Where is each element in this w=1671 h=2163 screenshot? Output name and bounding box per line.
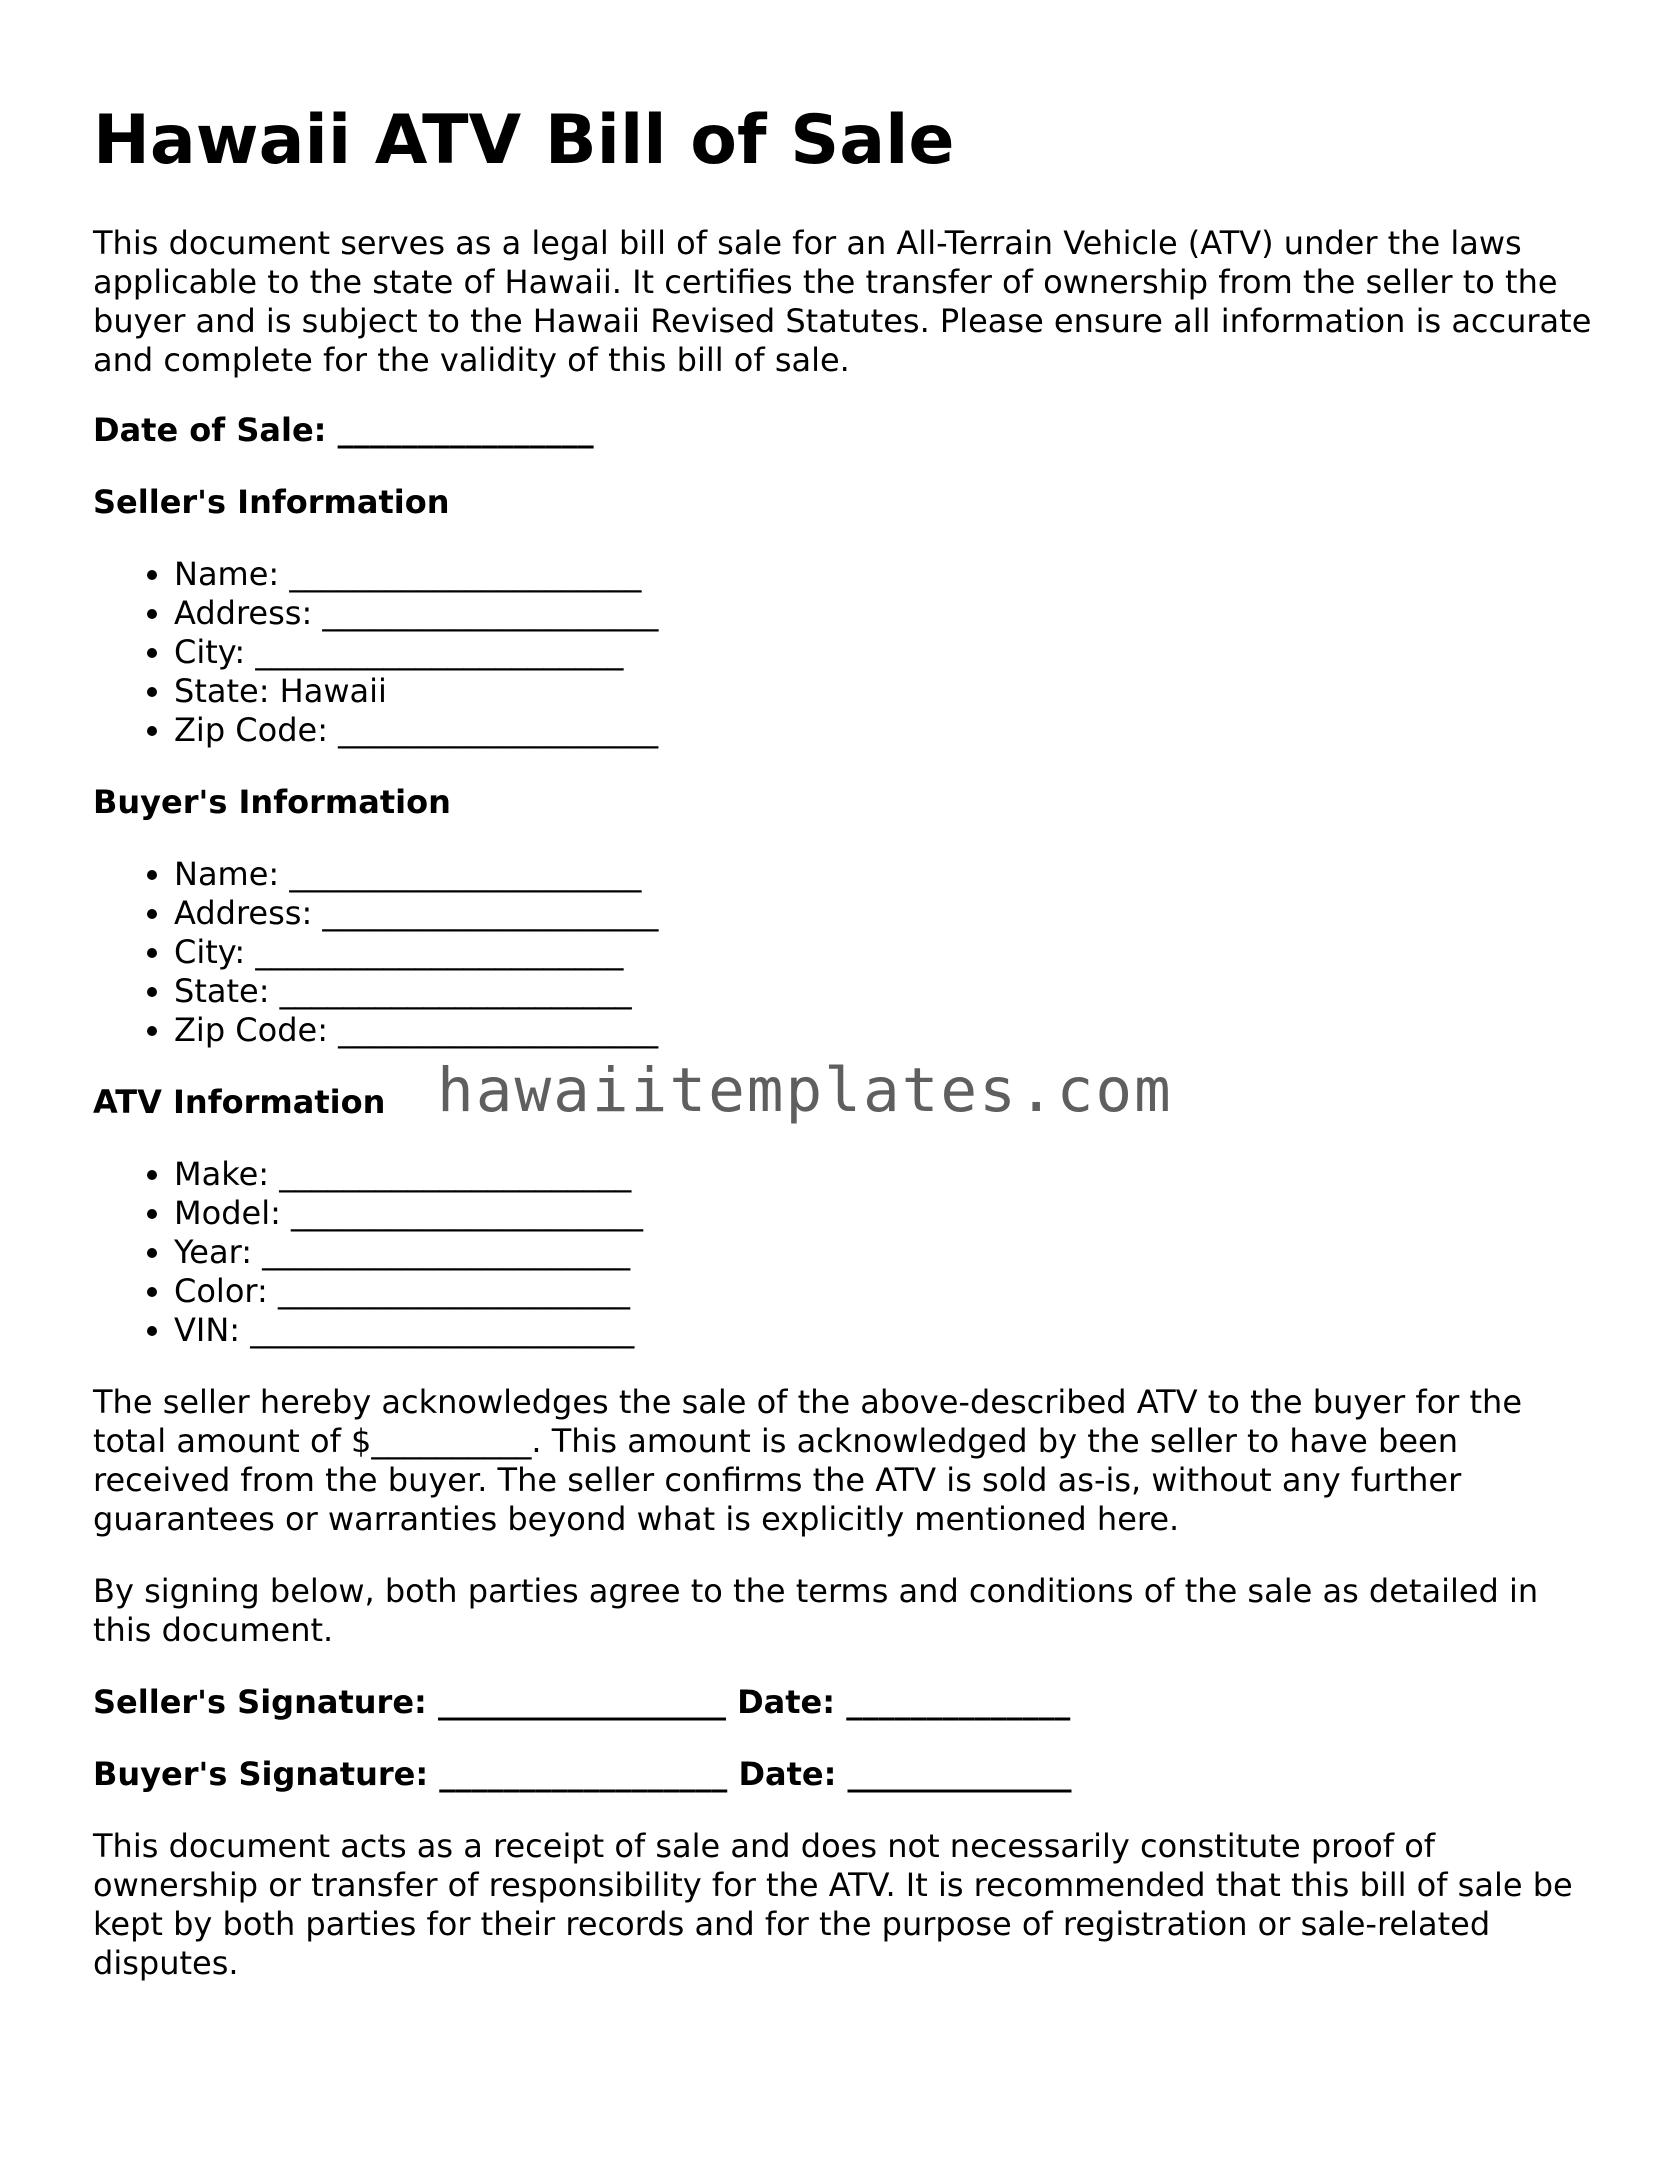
atv-section-heading: ATV Information	[93, 1082, 386, 1121]
atv-color-field: • Color: ______________________	[174, 1272, 1593, 1311]
buyer-fields-list	[93, 855, 1593, 1050]
seller-zip-field: • Zip Code: ____________________	[174, 711, 1593, 750]
seller-address-field: • Address: _____________________	[174, 594, 1593, 633]
intro-paragraph: This document serves as a legal bill of sale for an All-Terrain Vehicle (ATV) under the laws applicable to the state of Hawaii. It certifies the transfer of ownership from the seller to the buyer and is subject to the Hawaii Revised Statutes. Please ensure all information is accurate and complete for the validity of this bill of sale.	[93, 223, 1592, 379]
date-of-sale-field: Date of Sale: ________________	[93, 410, 594, 449]
atv-fields-list	[93, 1155, 1593, 1350]
buyer-section-heading: Buyer's Information	[93, 782, 451, 821]
seller-city-field: • City: _______________________	[174, 633, 1593, 672]
seller-section-heading: Seller's Information	[93, 482, 450, 521]
seller-fields-list	[93, 555, 1593, 750]
seller-name-field: • Name: ______________________	[174, 555, 1593, 594]
closing-paragraph: This document acts as a receipt of sale and does not necessarily constitute proof of ownership or transfer of responsibility for the ATV. It is recommended that this bill of sale be kept by both parties for their records and for the purpose of registration or sale-related disputes.	[93, 1826, 1573, 1982]
document-title: Hawaii ATV Bill of Sale	[93, 101, 955, 180]
buyer-state-field: • State: ______________________	[174, 972, 1593, 1011]
agreement-paragraph: By signing below, both parties agree to the terms and conditions of the sale as detailed in this document.	[93, 1571, 1539, 1649]
seller-signature-line: Seller's Signature: __________________ Date: ______________	[93, 1682, 1071, 1721]
atv-model-field: • Model: ______________________	[174, 1194, 1593, 1233]
buyer-name-field: • Name: ______________________	[174, 855, 1593, 894]
watermark-text: hawaiitemplates.com	[437, 1055, 1173, 1126]
atv-vin-field: • VIN: ________________________	[174, 1311, 1593, 1350]
atv-year-field: • Year: _______________________	[174, 1233, 1593, 1272]
atv-make-field: • Make: ______________________	[174, 1155, 1593, 1194]
buyer-zip-field: • Zip Code: ____________________	[174, 1011, 1593, 1050]
seller-state-field: • State: Hawaii	[174, 672, 1593, 711]
document-page	[93, 100, 1593, 2016]
buyer-city-field: • City: _______________________	[174, 933, 1593, 972]
buyer-signature-line: Buyer's Signature: __________________ Date: ______________	[93, 1754, 1072, 1793]
acknowledgment-paragraph: The seller hereby acknowledges the sale of the above-described ATV to the buyer for the total amount of $__________. This amount is acknowledged by the seller to have been received from the buyer. The seller confirms the ATV is sold as-is, without any further guarantees or warranties beyond what is explicitly mentioned here.	[93, 1382, 1522, 1538]
buyer-address-field: • Address: _____________________	[174, 894, 1593, 933]
